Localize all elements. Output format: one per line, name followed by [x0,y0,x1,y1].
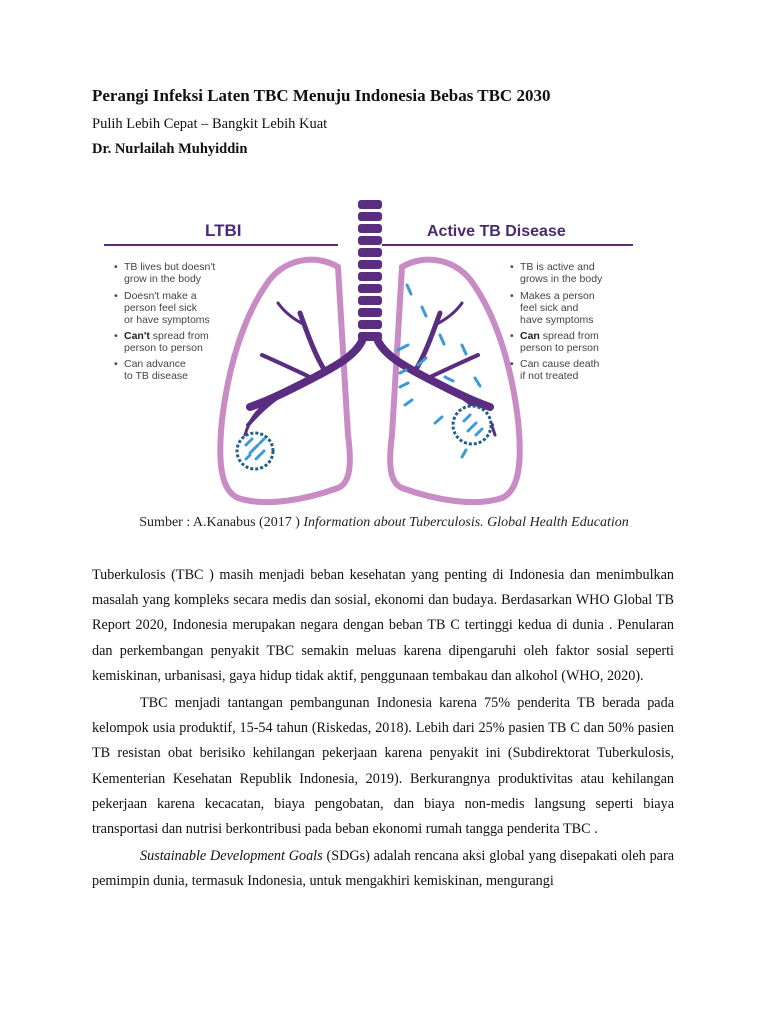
active-tb-bullet-list [510,261,603,382]
right-lung-outline [390,260,520,502]
ltbi-bullet-4-line-2: to TB disease [124,370,189,382]
svg-text:•: • [114,358,118,370]
svg-text:•: • [510,261,514,273]
ltbi-bullet-2-line-3: or have symptoms [124,314,210,326]
ltbi-bullet-3-line-2: person to person [124,342,203,354]
ltbi-heading: LTBI [205,221,242,240]
caption-title: Information about Tuberculosis. Global Health Education [303,515,629,530]
sdg-term: Sustainable Development Goals [140,848,323,865]
ltbi-bullet-3-line-1: Can't spread from [124,330,209,342]
paragraph-3 [92,844,674,894]
active-bullet-1-line-1: TB is active and [520,261,595,273]
caption-source: Sumber : A.Kanabus (2017 ) [139,515,304,530]
document-subtitle: Pulih Lebih Cepat – Bangkit Lebih Kuat [92,116,328,132]
ltbi-bullet-list [114,261,215,382]
active-bullet-3-line-2: person to person [520,342,599,354]
ltbi-bullet-2-line-2: person feel sick [124,302,197,314]
active-bullet-4-line-1: Can cause death [520,358,600,370]
svg-text:•: • [510,290,514,302]
document-title: Perangi Infeksi Laten TBC Menuju Indonesia Bebas TBC 2030 [92,86,551,105]
active-bullet-1-line-2: grows in the body [520,273,603,285]
paragraph-3-text: (SDGs) adalah rencana aksi global yang disepakati oleh para pemimpin dunia, termasuk Indonesia, untuk mengakhiri kemiskinan, mengurangi [92,848,674,890]
document-author: Dr. Nurlailah Muhyiddin [92,141,248,157]
ltbi-vs-active-tb-figure [100,195,640,510]
active-bullet-4-line-2: if not treated [520,370,579,382]
ltbi-bullet-2-line-1: Doesn't make a [124,290,197,302]
svg-text:•: • [114,330,118,342]
left-lung-outline [220,260,350,502]
ltbi-bullet-4-line-1: Can advance [124,358,186,370]
trachea [358,200,382,341]
svg-text:•: • [510,330,514,342]
active-bullet-3-line-1: Can spread from [520,330,599,342]
active-bullet-2-line-3: have symptoms [520,314,594,326]
active-bullet-2-line-2: feel sick and [520,302,579,314]
ltbi-bullet-1-line-1: TB lives but doesn't [124,261,216,273]
article-body [92,563,674,897]
ltbi-bullet-1-line-2: grow in the body [124,273,202,285]
active-bullet-2-line-1: Makes a person [520,290,595,302]
paragraph-1: Tuberkulosis (TBC ) masih menjadi beban kesehatan yang penting di Indonesia dan menimbulkan masalah yang kompleks secara medis dan sosial, ekonomi dan budaya. Berdasarkan WHO Global TB Report 2020, Indonesia merupakan negara dengan beban TB C tertinggi kedua di dunia . Penularan dan perkembangan penyakit TBC semakin meluas karena dipengaruhi oleh faktor sosial seperti kemiskinan, urbanisasi, gaya hidup tidak aktif, penggunaan tembakau dan alkohol (WHO, 2020). [92,567,674,684]
svg-text:•: • [510,358,514,370]
active-tb-heading: Active TB Disease [427,223,566,240]
svg-text:•: • [114,290,118,302]
svg-text:•: • [114,261,118,273]
paragraph-2: TBC menjadi tantangan pembangunan Indonesia karena 75% penderita TB berada pada kelompok usia produktif, 15-54 tahun (Riskedas, 2018). Lebih dari 25% pasien TB C dan 50% pasien TB resistan obat berisiko kehilangan pekerjaan karena penyakit ini (Subdirektorat Tuberkulosis, Kementerian Kesehatan Republik Indonesia, 2019). Berkurangnya produktivitas atau kehilangan pekerjaan karena kecacatan, biaya pengobatan, dan biaya non-medis langsung seperti biaya transportasi dan nutrisi berkontribusi pada beban ekonomi rumah tangga penderita TBC . [92,695,674,838]
latent-tb-granuloma-icon [237,433,273,469]
figure-caption [0,515,768,531]
